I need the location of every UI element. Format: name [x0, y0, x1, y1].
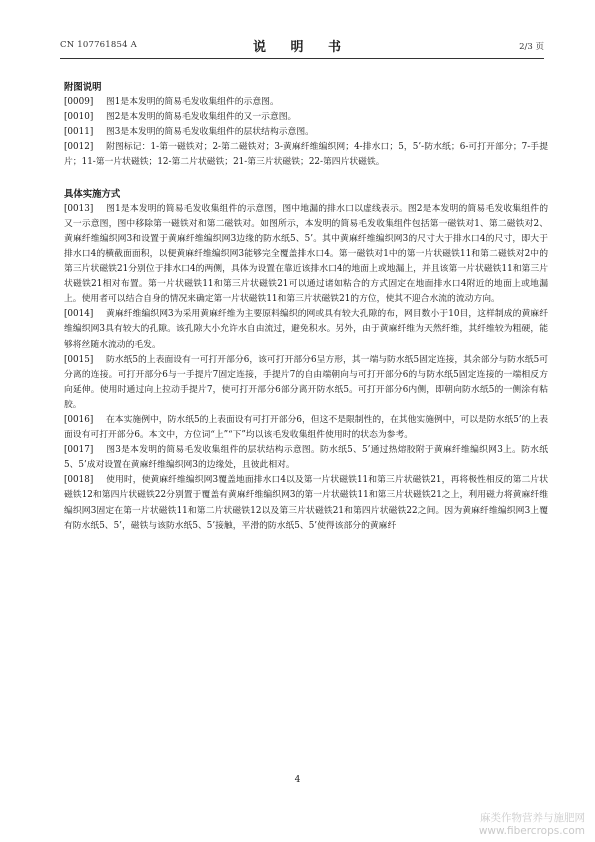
section-gap [64, 171, 548, 187]
paragraph-0010 [64, 110, 548, 125]
paragraph-text: 图1是本发明的简易毛发收集组件的示意图，图中地漏的排水口以虚线表示。图2是本发明的简易毛发收集组件的又一示意图，图中移除第一磁铁对和第二磁铁对。如图所示，本发明的简易毛发收集组件包括第一磁铁对1、第二磁铁对2、黄麻纤维编织网3和设置于黄麻纤维编织网3边缘的防水纸5、5’。其中黄麻纤维编织网3的尺寸大于排水口4的尺寸，即大于排水口4的横截面面积，以便黄麻纤维编织网3能够完全覆盖排水口4。第一磁铁对1中的第一片状磁铁11和第二磁铁对2中的第三片状磁铁21分别位于排水口4的两侧，具体为设置在靠近该排水口4的地面上或地漏上，并且该第一片状磁铁11和第三片状磁铁21相对布置。第一片状磁铁11和第三片状磁铁21可以通过诸如粘合的方式固定在地面排水口4附近的地面上或地漏上。使用者可以结合自身的情况来确定第一片状磁铁11和第三片状磁铁21的方位，使其不迎合水流的流动方向。 [64, 203, 548, 305]
paragraph-number: [0015] [64, 354, 94, 365]
watermark-site-name: 麻类作物营养与施肥网 [480, 812, 585, 824]
paragraph-number: [0014] [64, 309, 94, 320]
paragraph-text: 使用时，使黄麻纤维编织网3覆盖地面排水口4以及第一片状磁铁11和第三片状磁铁21，再将极性相反的第二片状磁铁12和第四片状磁铁22分别置于覆盖有黄麻纤维编织网3的第一片状磁铁11和第三片状磁铁21之上，利用磁力将黄麻纤维编织网3固定在第一片状磁铁11和第二片状磁铁12以及第三片状磁铁21和第四片状磁铁22之间。因为黄麻纤维编织网3上覆有防水纸5、5’，磁铁与该防水纸5、5’接触，平滑的防水纸5、5’使得该部分的黄麻纤 [64, 475, 548, 531]
paragraph-number: [0009] [64, 97, 94, 108]
paragraph-0012 [64, 140, 548, 170]
paragraph-number: [0013] [64, 203, 94, 214]
paragraph-0016 [64, 413, 548, 443]
page-number: 4 [294, 775, 301, 785]
paragraph-0014 [64, 307, 548, 352]
document-title: 说 明 书 [252, 40, 352, 55]
paragraph-text: 图1是本发明的简易毛发收集组件的示意图。 [106, 97, 279, 108]
page-info: 2/3 页 [519, 42, 544, 52]
paragraph-number: [0018] [64, 475, 94, 486]
paragraph-0018 [64, 473, 548, 533]
paragraph-text: 在本实施例中，防水纸5的上表面设有可打开部分6，但这不是限制性的，在其他实施例中，可以是防水纸5’的上表面设有可打开部分6。本文中，方位词“上”“下”均以该毛发收集组件使用时的状态为参考。 [64, 414, 548, 441]
paragraph-text: 附图标记：1-第一磁铁对；2-第二磁铁对；3-黄麻纤维编织网；4-排水口；5，5’-防水纸；6-可打开部分；7-手提片；11-第一片状磁铁；12-第二片状磁铁；21-第三片状磁铁；22-第四片状磁铁。 [64, 142, 548, 168]
paragraph-text: 图3是本发明的简易毛发收集组件的层状结构示意图。防水纸5、5’通过热熔胶附于黄麻纤维编织网3上。防水纸5、5’成对设置在黄麻纤维编织网3的边缘处，且彼此相对。 [64, 445, 548, 471]
paragraph-0013 [64, 202, 548, 308]
paragraph-0011 [64, 125, 548, 140]
paragraph-number: [0016] [64, 414, 94, 425]
paragraph-text: 防水纸5的上表面设有一可打开部分6，该可打开部分6呈方形，其一端与防水纸5固定连接，其余部分与防水纸5可分离的连接。可打开部分6与一手提片7固定连接，手提片7的自由端朝向与可打开部分6的与防水纸5固定连接的一端相反方向延伸。使用时通过向上拉动手提片7，使可打开部分6部分离开防水纸5。可打开部分6内侧，即朝向防水纸5的一侧涂有粘胶。 [64, 354, 548, 410]
watermark [479, 812, 585, 838]
paragraph-number: [0017] [64, 445, 94, 456]
section-title-drawings: 附图说明 [64, 82, 102, 93]
paragraph-number: [0011] [64, 127, 94, 138]
header-bar [60, 36, 544, 56]
header-divider [60, 58, 544, 59]
paragraph-text: 图2是本发明的简易毛发收集组件的又一示意图。 [106, 112, 297, 123]
paragraph-0017 [64, 443, 548, 473]
paragraph-number: [0012] [64, 142, 94, 153]
paragraph-text: 图3是本发明的简易毛发收集组件的层状结构示意图。 [106, 127, 314, 138]
document-body [64, 80, 548, 534]
paragraph-number: [0010] [64, 112, 94, 123]
patent-number: CN 107761854 A [60, 40, 137, 50]
section-title-embodiments: 具体实施方式 [64, 188, 121, 200]
paragraph-text: 黄麻纤维编织网3为采用黄麻纤维为主要原料编织的网或具有较大孔隙的布，网目数小于10目，这样制成的黄麻纤维编织网3具有较大的孔隙。该孔隙大小允许水自由流过，避免积水。另外，由于黄麻纤维为天然纤维，其纤维较为粗硬，能够将丝随水流动的毛发。 [64, 309, 548, 350]
paragraph-0009 [64, 95, 548, 110]
watermark-url: www.fibercrops.com [478, 825, 585, 837]
paragraph-0015 [64, 353, 548, 413]
